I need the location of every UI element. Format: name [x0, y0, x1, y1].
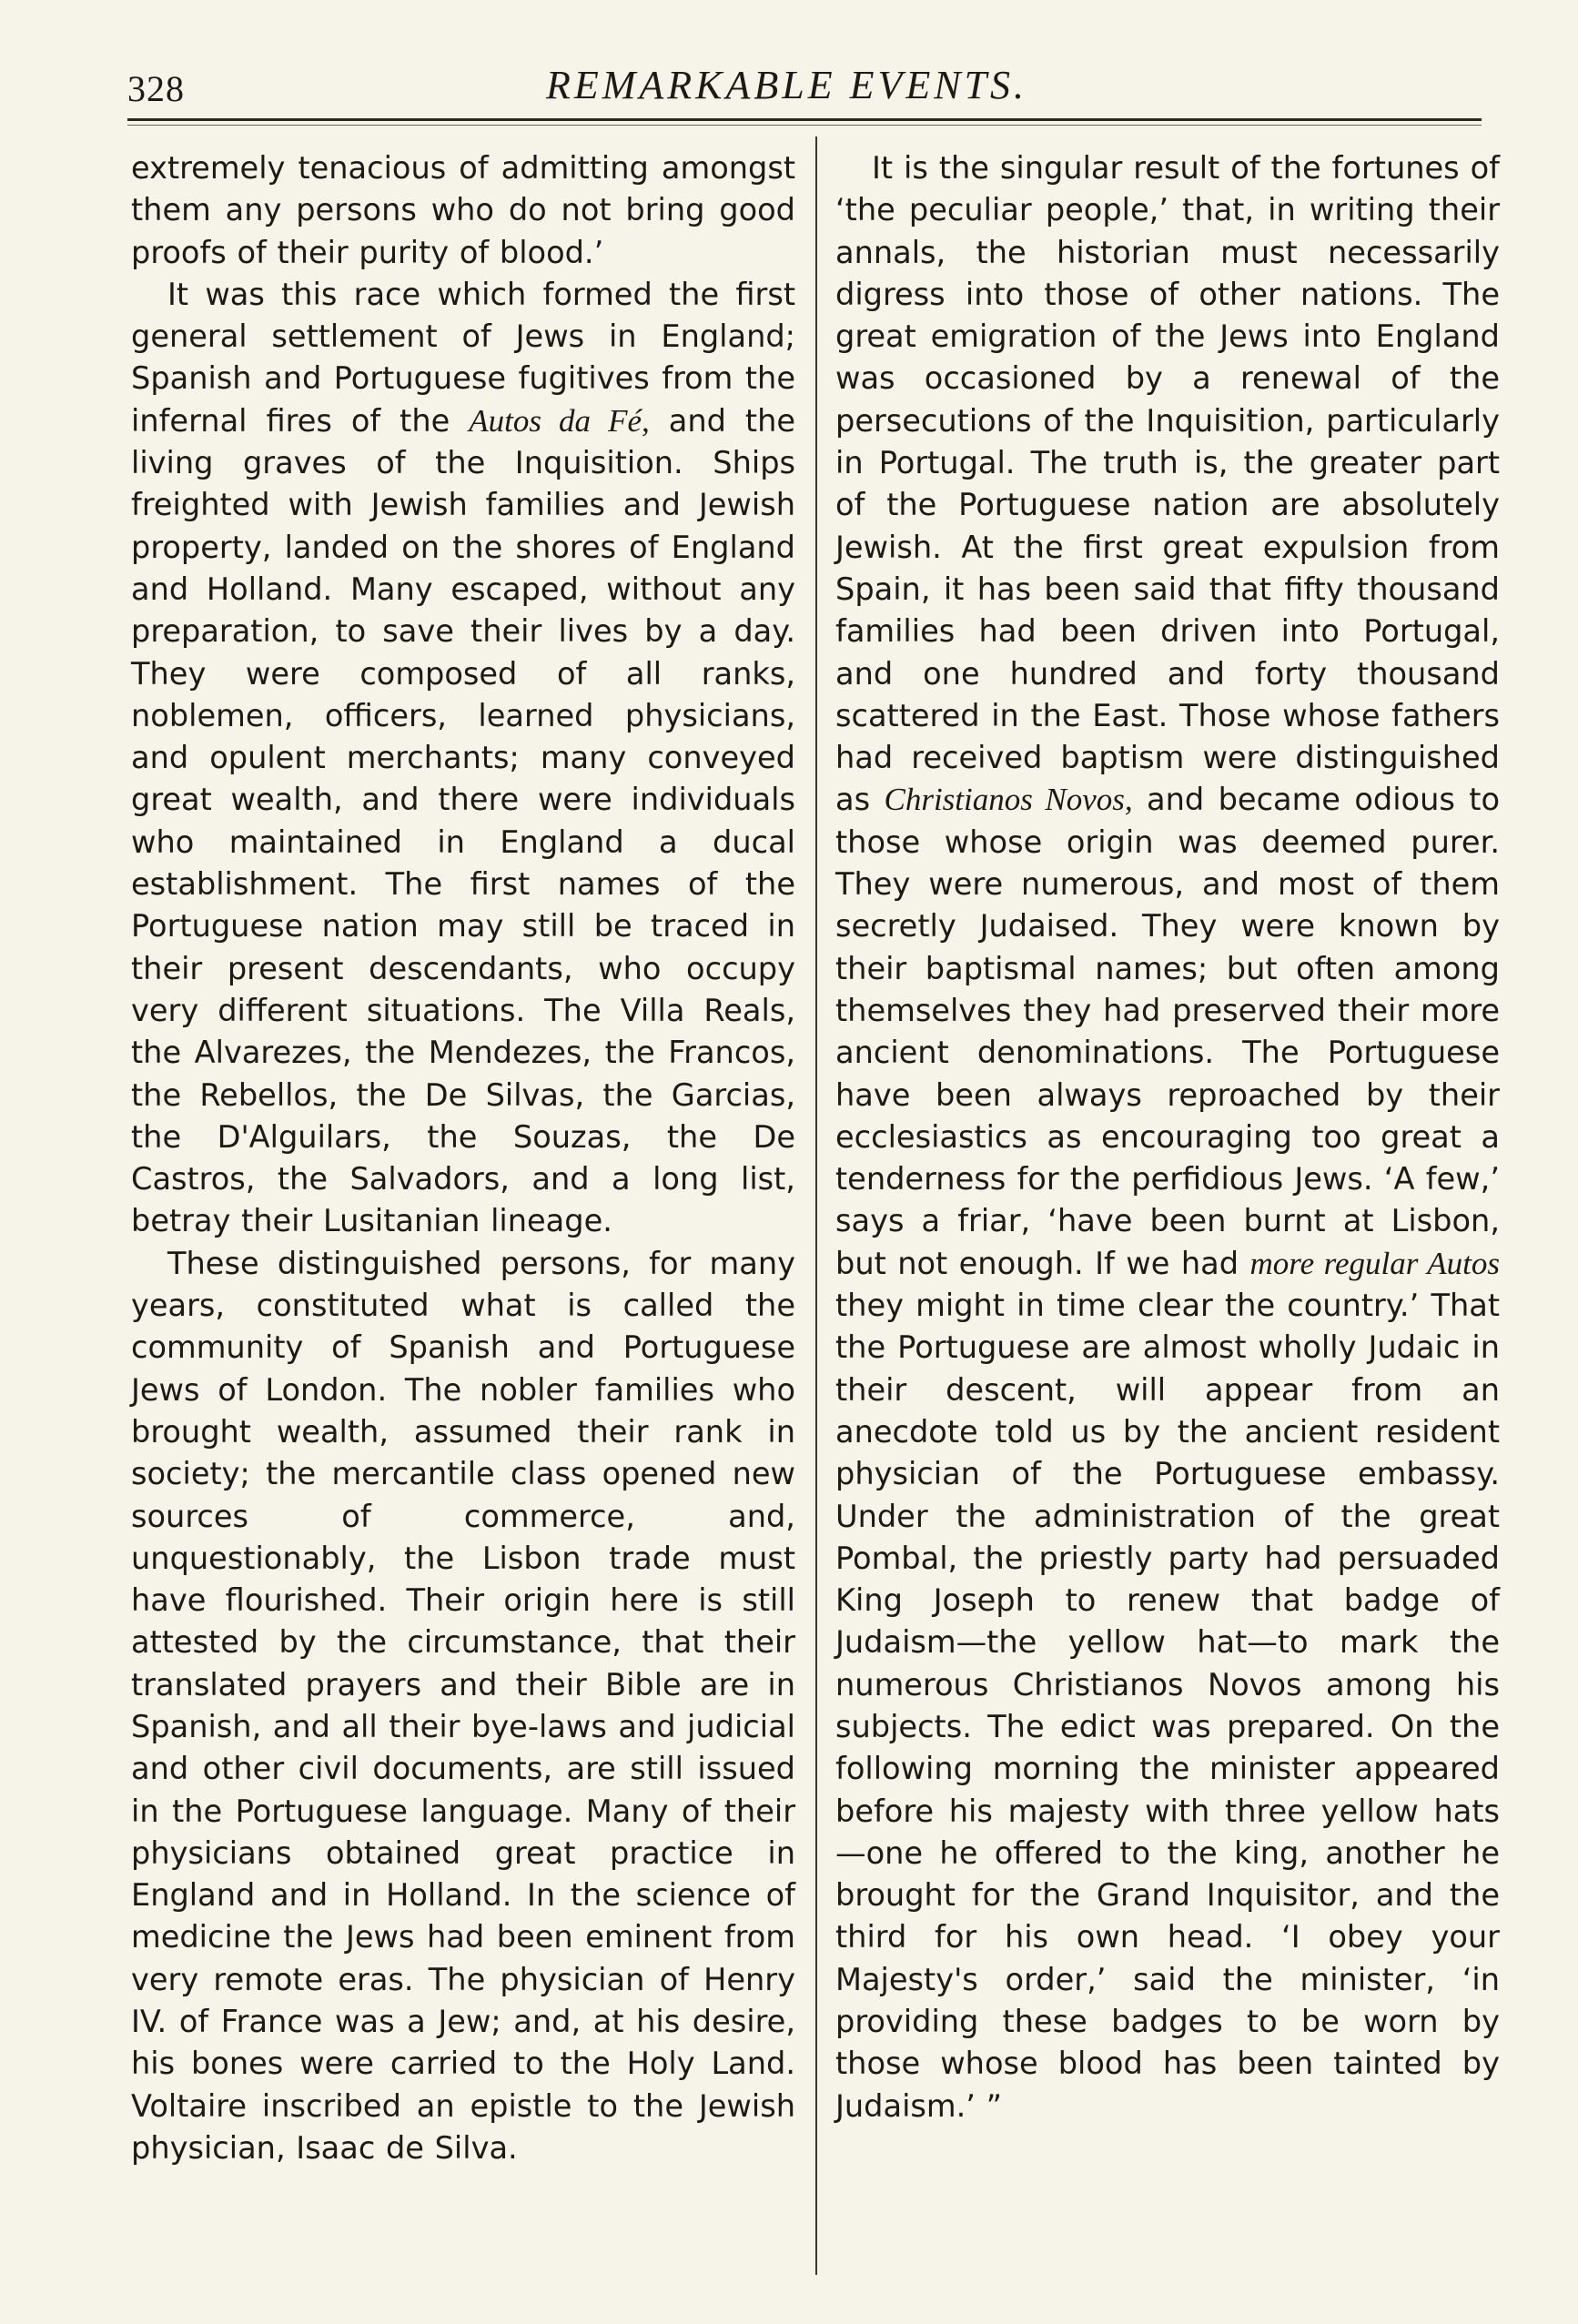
left-paragraph-1: extremely tenacious of admitting amongst them any persons who do not bring good proofs of their purity of blood.’: [131, 150, 795, 270]
left-paragraph-2: [131, 274, 795, 1243]
right-paragraph-1: [835, 147, 1500, 2127]
left-paragraph-3: These distinguished persons, for many years, constituted what is called the community of Spanish and Portuguese Jews of London. The nobler families who brought wealth, assumed their rank in society; the mercantile class opened new sources of commerce, and, unquestionably, the Lisbon trade must have flourished. Their origin here is still attested by the circumstance, that their translated prayers and their Bible are in Spanish, and all their bye-laws and judicial and other civil documents, are still issued in the Portuguese language. Many of their physicians obtained great practice in England and in Holland. In the science of medicine the Jews had been eminent from very remote eras. The physician of Henry IV. of France was a Jew; and, at his desire, his bones were carried to the Holy Land. Voltaire inscribed an epistle to the Jewish physician, Isaac de Silva.: [131, 1245, 795, 2166]
page-header: [0, 0, 1578, 136]
right-paragraph-1-italic-2: more regular Autos: [1249, 1245, 1500, 1281]
column-divider: [815, 136, 817, 2275]
left-paragraph-2-italic: Autos da Fé,: [469, 402, 650, 439]
right-column: [835, 147, 1500, 2127]
left-paragraph-2-text-b: and the living graves of the Inquisition. Ships freighted with Jewish families and Jewish property, landed on the shores of England and Holland. Many escaped, without any preparation, to save their lives by a day. They were composed of all ranks, noblemen, officers, learned physicians, and opulent merchants; many conveyed great wealth, and there were individuals who maintained in England a ducal establishment. The first names of the Portuguese nation may still be traced in their present descendants, who occupy very different situations. The Villa Reals, the Alvarezes, the Mendezes, the Francos, the Rebellos, the De Silvas, the Garcias, the D'Alguilars, the Souzas, the De Castros, the Salvadors, and a long list, betray their Lusitanian lineage.: [131, 402, 796, 1239]
right-paragraph-1-text-a: It is the singular result of the fortunes of ‘the peculiar people,’ that, in writing their annals, the historian must necessarily digress into those of other nations. The great emigration of the Jews into England was occasioned by a renewal of the persecutions of the Inquisition, particularly in Portugal. The truth is, the greater part of the Portuguese nation are absolutely Jewish. At the first great expulsion from Spain, it has been said that fifty thousand families had been driven into Portugal, and one hundred and forty thousand scattered in the East. Those whose fathers had received baptism were distinguished as: [835, 150, 1500, 818]
left-paragraph-2-text-a: It was this race which formed the first general settlement of Jews in England; Spanish and Portuguese fugitives from the infernal fires of the: [131, 276, 795, 439]
left-column: [131, 147, 795, 2169]
right-paragraph-1-text-b: and became odious to those whose origin was deemed purer. They were numerous, and most of them secretly Judaised. They were known by their baptismal names; but often among themselves they had preserved their more ancient denominations. The Portuguese have been always reproached by their ecclesiastics as encouraging too great a tenderness for the perfidious Jews. ‘A few,’ says a friar, ‘have been burnt at Lisbon, but not enough. If we had: [835, 782, 1500, 1281]
running-head-title: REMARKABLE EVENTS.: [546, 63, 1028, 107]
page-number: 328: [127, 68, 185, 109]
header-rule-thin: [127, 125, 1482, 126]
right-paragraph-1-italic-1: Christianos Novos,: [884, 782, 1133, 818]
header-rule: [127, 118, 1482, 121]
right-paragraph-1-text-c: they might in time clear the country.’ That the Portuguese are almost wholly Judaic in their descent, will appear from an anecdote told us by the ancient resident physician of the Portuguese embassy. Under the administration of the great Pombal, the priestly party had persuaded King Joseph to renew that badge of Judaism—the yellow hat—to mark the numerous Christianos Novos among his subjects. The edict was prepared. On the following morning the minister appeared before his majesty with three yellow hats—one he offered to the king, another he brought for the Grand Inquisitor, and the third for his own head. ‘I obey your Majesty's order,’ said the minister, ‘in providing these badges to be worn by those whose blood has been tainted by Judaism.’ ”: [835, 1288, 1500, 2124]
